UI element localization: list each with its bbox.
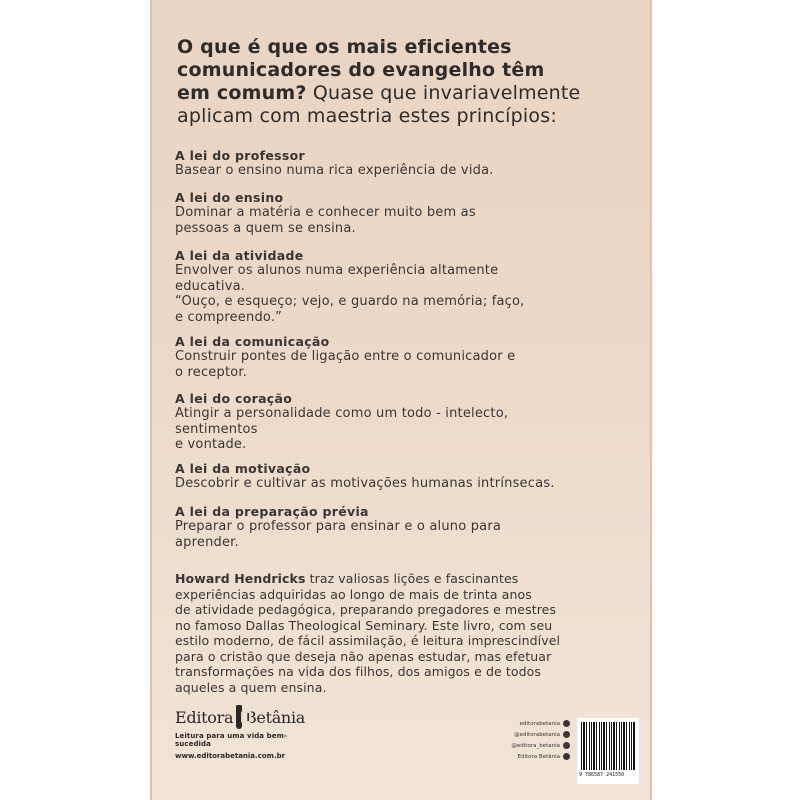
social-handle: Editora Betânia [517,753,560,760]
law-motivacao [175,461,635,492]
social-row-youtube [478,751,570,762]
publisher-emblem-icon [236,705,242,729]
law-text: Basear o ensino numa rica experiência de vida. [175,163,494,178]
about-line: de atividade pedagógica, preparando pregadores e mestres [175,602,557,617]
headline-line-4: aplicam com maestria estes princípios: [177,105,557,127]
law-text: educativa. [175,278,246,294]
headline-line-1: O que é que os mais eficientes [177,36,512,58]
law-text: Envolver os alunos numa experiência altamente [175,263,499,278]
publisher-name-right: Betânia [244,707,305,727]
social-handles [478,718,570,762]
about-line: no famoso Dallas Theological Seminary. Este livro, com seu [175,617,553,633]
publisher-logo [175,705,305,760]
social-handle: editorabetania [519,720,560,727]
law-text: Dominar a matéria e conhecer muito bem as [175,205,476,220]
author-name: Howard Hendricks [175,571,306,586]
headline [177,36,637,128]
social-row-instagram [478,740,570,751]
law-text: “Ouço, e esqueço; vejo, e guardo na memória; faço, [175,294,525,309]
law-text: o receptor. [175,364,248,380]
publisher-website: www.editorabetania.com.br [175,752,286,760]
publisher-name-left: Editora [175,707,234,727]
social-row-twitter [478,729,570,740]
law-title: A lei da motivação [175,461,311,476]
law-professor [175,148,635,179]
youtube-icon [563,753,570,760]
law-text: e vontade. [175,437,247,452]
law-title: A lei da atividade [175,248,304,263]
social-handle: @editora_betania [511,742,560,749]
about-line: estilo moderno, de fácil assimilação, é leitura imprescindível [175,633,561,648]
about-line: para o cristão que deseja não apenas estudar, mas efetuar [175,648,552,664]
law-text: sentimentos [175,421,258,437]
about-line: experiências adquiridas ao longo de mais de trinta anos [175,586,532,602]
barcode-digits: 9 786587 241550 [579,772,625,778]
about-line: traz valiosas lições e fascinantes [305,571,519,586]
law-title: A lei do professor [175,148,305,163]
law-text: e compreendo.” [175,309,283,325]
twitter-icon [563,731,570,738]
law-text: Construir pontes de ligação entre o comunicador e [175,349,516,364]
law-preparacao-previa [175,504,635,550]
law-title: A lei da comunicação [175,334,330,349]
law-comunicacao [175,334,635,380]
law-title: A lei da preparação prévia [175,504,369,519]
law-text: Atingir a personalidade como um todo - intelecto, [175,406,509,421]
law-text: aprender. [175,534,239,550]
publisher-tagline: Leitura para uma vida bem-sucedida [175,732,288,748]
isbn-barcode [577,718,639,784]
law-text: Preparar o professor para ensinar e o aluno para [175,519,502,534]
law-text: pessoas a quem se ensina. [175,220,356,236]
law-text: Descobrir e cultivar as motivações humanas intrínsecas. [175,476,555,491]
social-row-facebook [478,718,570,729]
law-ensino [175,190,635,236]
social-handle: @editorabetania [514,731,560,738]
law-atividade [175,248,635,325]
headline-line-3-rest: Quase que invariavelmente [312,82,581,104]
author-description [175,571,635,695]
barcode-bars-icon [581,722,635,770]
headline-line-2: comunicadores do evangelho têm [177,59,545,81]
facebook-icon [563,720,570,727]
instagram-icon [563,742,570,749]
about-line: transformações na vida dos filhos, dos amigos e de todos [175,664,542,679]
about-line: aqueles a quem ensina. [175,679,327,695]
law-title: A lei do ensino [175,190,284,205]
law-coracao [175,391,635,453]
headline-line-3: em comum? [177,82,307,104]
law-title: A lei do coração [175,391,293,406]
